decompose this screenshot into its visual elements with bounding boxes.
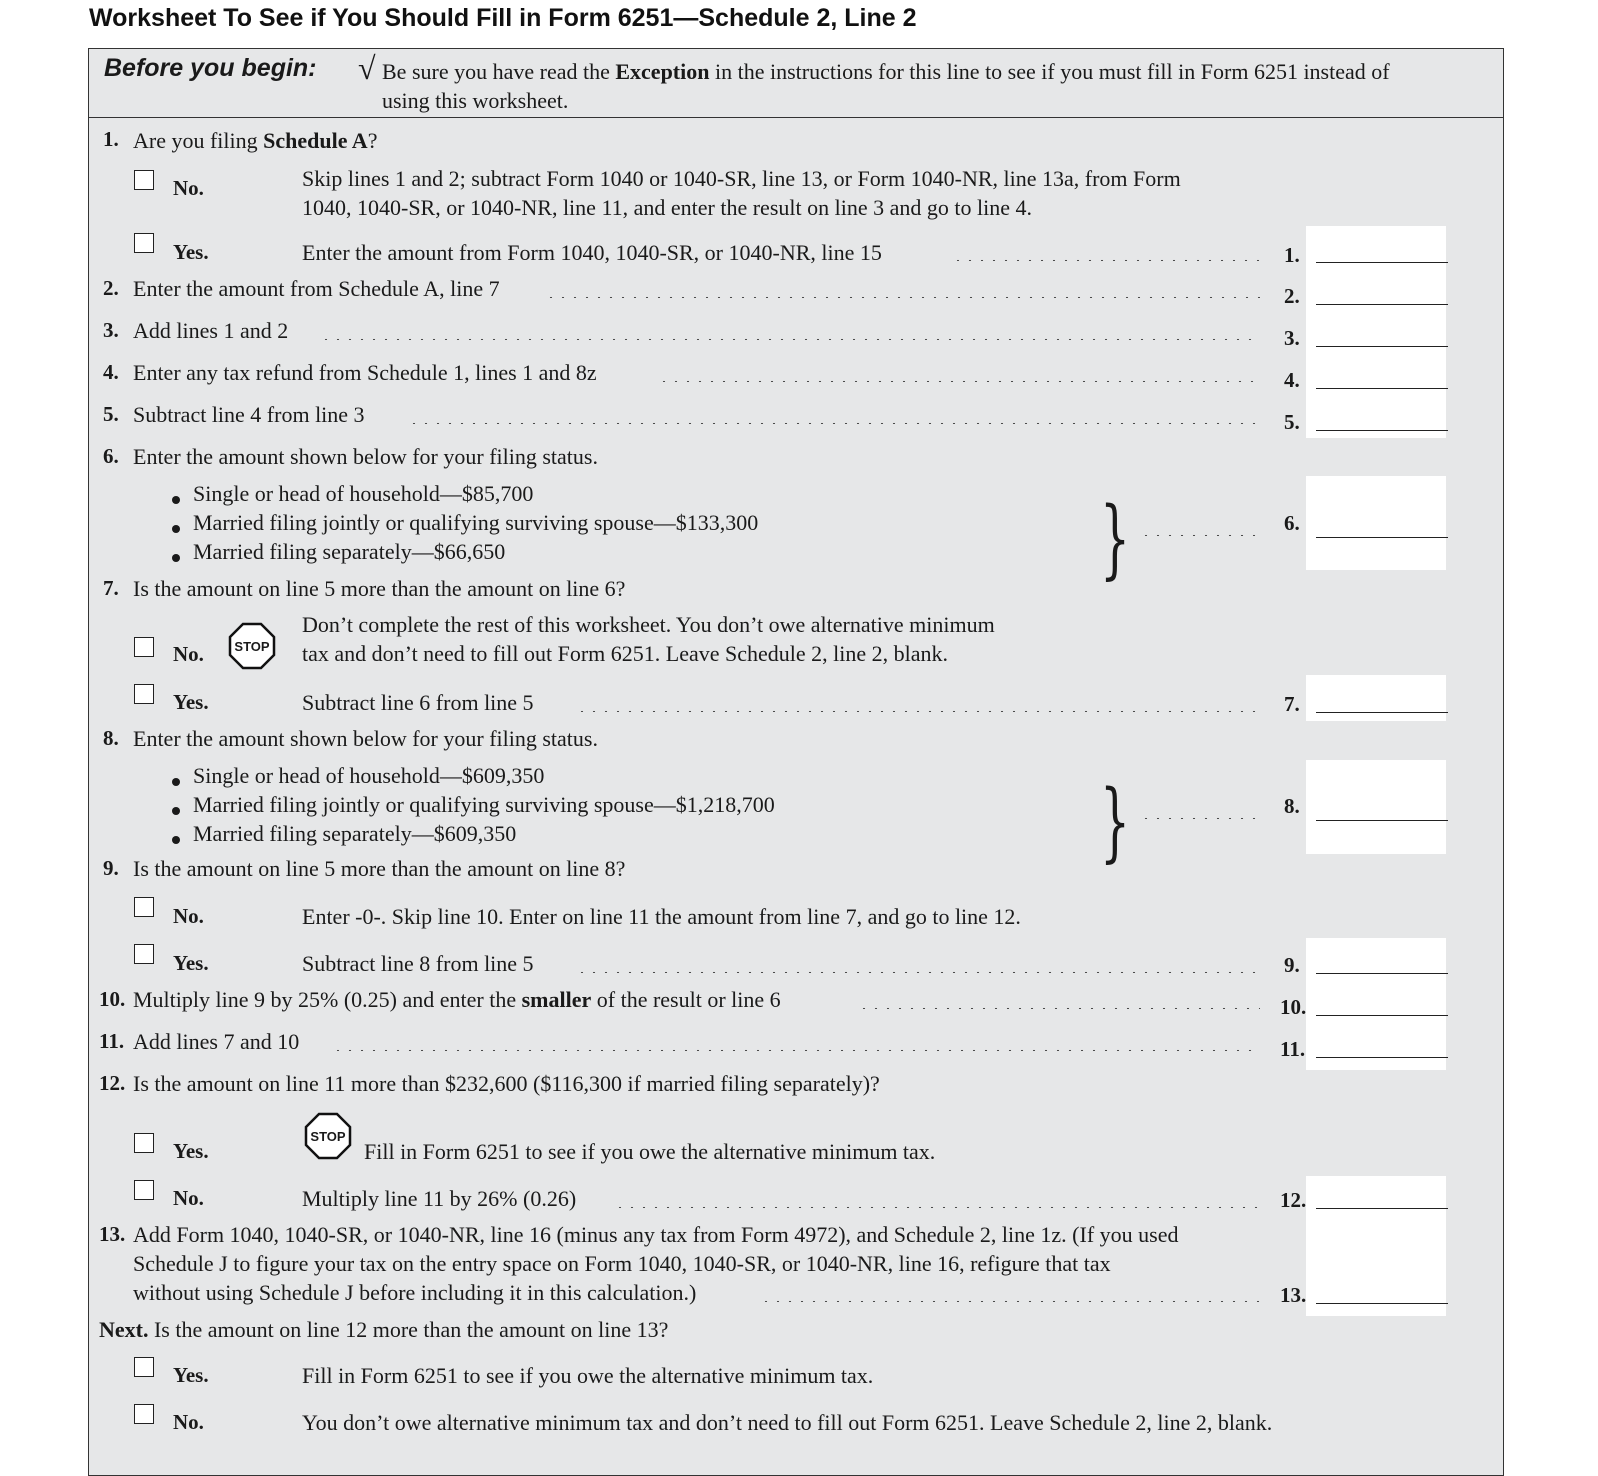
line-11-number: 11. — [99, 1029, 125, 1053]
entry-column-8 — [1306, 760, 1446, 854]
line-9-no-label: No. — [173, 904, 204, 928]
line-4-text: Enter any tax refund from Schedule 1, lines 1 and 8z — [133, 360, 597, 385]
entry-column-7 — [1306, 675, 1446, 721]
line-12-no-label: No. — [173, 1186, 204, 1210]
line-11-entry[interactable] — [1316, 1057, 1448, 1058]
line-9-ref: 9. — [1284, 953, 1300, 977]
line-13-ref: 13. — [1280, 1283, 1307, 1307]
line-12-number: 12. — [99, 1071, 126, 1095]
line-13-leader-dots — [760, 1300, 1260, 1302]
line-7-leader-dots — [576, 710, 1260, 712]
line-8-bullet-1 — [172, 778, 180, 786]
line-12-no-text: Multiply line 11 by 26% (0.26) — [302, 1186, 577, 1211]
line-4-ref: 4. — [1284, 368, 1300, 392]
line-12-no-checkbox[interactable] — [134, 1180, 154, 1200]
line-12-yes-checkbox[interactable] — [134, 1133, 154, 1153]
line-2-text: Enter the amount from Schedule A, line 7 — [133, 276, 500, 301]
line-9-number: 9. — [103, 856, 119, 880]
line-5-leader-dots — [408, 422, 1260, 424]
line-1-yes-label: Yes. — [173, 240, 209, 264]
line-12-stop-sign-icon: STOP — [304, 1112, 352, 1160]
line-11-ref: 11. — [1280, 1037, 1306, 1061]
line-8-option-3: Married filing separately—$609,350 — [193, 821, 517, 846]
next-yes-checkbox[interactable] — [134, 1357, 154, 1377]
line-11-leader-dots — [332, 1049, 1260, 1051]
line-1-question: Are you filing Schedule A? — [133, 128, 378, 153]
worksheet-title: Worksheet To See if You Should Fill in Form 6251—Schedule 2, Line 2 — [89, 4, 917, 32]
line-9-entry[interactable] — [1316, 973, 1448, 974]
line-3-text: Add lines 1 and 2 — [133, 318, 289, 343]
line-3-leader-dots — [320, 338, 1260, 340]
next-no-text: You don’t owe alternative minimum tax and don’t need to fill out Form 6251. Leave Schedule 2, line 2, blank. — [302, 1410, 1273, 1435]
line-8-option-1: Single or head of household—$609,350 — [193, 763, 545, 788]
line-4-number: 4. — [103, 360, 119, 384]
line-9-question: Is the amount on line 5 more than the amount on line 8? — [133, 856, 626, 881]
line-2-leader-dots — [545, 296, 1260, 298]
line-1-number: 1. — [103, 127, 119, 151]
line-8-ref: 8. — [1284, 794, 1300, 818]
line-10-leader-dots — [858, 1007, 1260, 1009]
line-7-yes-text: Subtract line 6 from line 5 — [302, 690, 534, 715]
line-8-bullet-3 — [172, 836, 180, 844]
line-10-number: 10. — [99, 987, 126, 1011]
line-2-entry[interactable] — [1316, 304, 1448, 305]
line-12-ref: 12. — [1280, 1188, 1307, 1212]
line-3-ref: 3. — [1284, 326, 1300, 350]
line-6-text: Enter the amount shown below for your filing status. — [133, 444, 598, 469]
line-1-no-checkbox[interactable] — [134, 170, 154, 190]
line-10-text: Multiply line 9 by 25% (0.25) and enter the smaller of the result or line 6 — [133, 987, 781, 1012]
entry-column-6 — [1306, 476, 1446, 570]
line-9-yes-label: Yes. — [173, 951, 209, 975]
line-7-question: Is the amount on line 5 more than the amount on line 6? — [133, 576, 626, 601]
next-yes-label: Yes. — [173, 1363, 209, 1387]
line-9-no-checkbox[interactable] — [134, 897, 154, 917]
line-9-yes-checkbox[interactable] — [134, 944, 154, 964]
line-8-number: 8. — [103, 726, 119, 750]
line-7-no-text-2: tax and don’t need to fill out Form 6251. Leave Schedule 2, line 2, blank. — [302, 641, 949, 666]
line-7-no-checkbox[interactable] — [134, 637, 154, 657]
line-6-number: 6. — [103, 444, 119, 468]
line-12-entry[interactable] — [1316, 1208, 1448, 1209]
line-8-text: Enter the amount shown below for your filing status. — [133, 726, 598, 751]
line-3-entry[interactable] — [1316, 346, 1448, 347]
line-1-no-label: No. — [173, 176, 204, 200]
line-13-entry[interactable] — [1316, 1303, 1448, 1304]
line-6-leader-dots — [1140, 534, 1260, 536]
line-10-entry[interactable] — [1316, 1015, 1448, 1016]
line-1-yes-checkbox[interactable] — [134, 233, 154, 253]
line-7-yes-label: Yes. — [173, 690, 209, 714]
line-12-leader-dots — [614, 1206, 1260, 1208]
line-6-bullet-1 — [172, 496, 180, 504]
line-13-number: 13. — [99, 1222, 126, 1246]
line-6-entry[interactable] — [1316, 537, 1448, 538]
line-2-ref: 2. — [1284, 284, 1300, 308]
line-8-brace: } — [1100, 772, 1131, 872]
line-10-ref: 10. — [1280, 995, 1307, 1019]
line-7-stop-sign-icon: STOP — [228, 622, 276, 670]
line-9-leader-dots — [576, 971, 1260, 973]
line-1-no-text-1: Skip lines 1 and 2; subtract Form 1040 or 1040-SR, line 13, or Form 1040-NR, line 13a, from Form — [302, 166, 1181, 191]
line-6-brace: } — [1100, 489, 1131, 589]
line-9-no-text: Enter -0-. Skip line 10. Enter on line 11 the amount from line 7, and go to line 12. — [302, 904, 1021, 929]
line-7-ref: 7. — [1284, 692, 1300, 716]
line-1-leader-dots — [952, 259, 1264, 261]
line-8-option-2: Married filing jointly or qualifying surviving spouse—$1,218,700 — [193, 792, 775, 817]
line-12-question: Is the amount on line 11 more than $232,600 ($116,300 if married filing separately)? — [133, 1071, 880, 1096]
line-7-yes-checkbox[interactable] — [134, 684, 154, 704]
line-13-text-3: without using Schedule J before including it in this calculation.) — [133, 1280, 697, 1305]
line-1-yes-text: Enter the amount from Form 1040, 1040-SR, or 1040-NR, line 15 — [302, 240, 882, 265]
line-8-bullet-2 — [172, 807, 180, 815]
entry-column-9-11 — [1306, 938, 1446, 1070]
next-no-label: No. — [173, 1410, 204, 1434]
line-1-entry[interactable] — [1316, 262, 1448, 263]
line-8-entry[interactable] — [1316, 820, 1448, 821]
checkmark-icon: √ — [358, 50, 376, 86]
entry-column-1-5 — [1306, 226, 1446, 438]
line-4-entry[interactable] — [1316, 388, 1448, 389]
line-5-text: Subtract line 4 from line 3 — [133, 402, 365, 427]
line-7-no-text-1: Don’t complete the rest of this worksheet. You don’t owe alternative minimum — [302, 612, 995, 637]
line-2-number: 2. — [103, 276, 119, 300]
line-5-ref: 5. — [1284, 410, 1300, 434]
line-12-yes-text: Fill in Form 6251 to see if you owe the alternative minimum tax. — [364, 1139, 936, 1164]
line-6-ref: 6. — [1284, 511, 1300, 535]
line-1-no-text-2: 1040, 1040-SR, or 1040-NR, line 11, and enter the result on line 3 and go to line 4. — [302, 195, 1032, 220]
line-5-entry[interactable] — [1316, 430, 1448, 431]
line-8-leader-dots — [1140, 817, 1260, 819]
line-13-text-1: Add Form 1040, 1040-SR, or 1040-NR, line 16 (minus any tax from Form 4972), and Schedule 2, line 1z. (If you used — [133, 1222, 1179, 1247]
line-6-option-2: Married filing jointly or qualifying surviving spouse—$133,300 — [193, 510, 759, 535]
line-7-entry[interactable] — [1316, 712, 1448, 713]
line-1-ref: 1. — [1284, 243, 1300, 267]
line-7-no-label: No. — [173, 642, 204, 666]
entry-column-12-13 — [1306, 1176, 1446, 1316]
line-5-number: 5. — [103, 402, 119, 426]
next-question: Next. Is the amount on line 12 more than the amount on line 13? — [99, 1317, 669, 1342]
line-12-yes-label: Yes. — [173, 1139, 209, 1163]
line-6-option-3: Married filing separately—$66,650 — [193, 539, 506, 564]
line-6-bullet-3 — [172, 554, 180, 562]
next-yes-text: Fill in Form 6251 to see if you owe the alternative minimum tax. — [302, 1363, 874, 1388]
line-6-bullet-2 — [172, 525, 180, 533]
header-note-line2: using this worksheet. — [382, 88, 569, 113]
line-6-option-1: Single or head of household—$85,700 — [193, 481, 534, 506]
line-4-leader-dots — [658, 380, 1260, 382]
line-7-number: 7. — [103, 576, 119, 600]
next-no-checkbox[interactable] — [134, 1404, 154, 1424]
line-3-number: 3. — [103, 318, 119, 342]
line-13-text-2: Schedule J to figure your tax on the entry space on Form 1040, 1040-SR, or 1040-NR, line 16, refigure that tax — [133, 1251, 1111, 1276]
line-11-text: Add lines 7 and 10 — [133, 1029, 300, 1054]
line-9-yes-text: Subtract line 8 from line 5 — [302, 951, 534, 976]
header-note-line1: Be sure you have read the Exception in the instructions for this line to see if you must fill in Form 6251 instead of — [382, 59, 1390, 84]
before-you-begin-label: Before you begin: — [104, 54, 317, 82]
